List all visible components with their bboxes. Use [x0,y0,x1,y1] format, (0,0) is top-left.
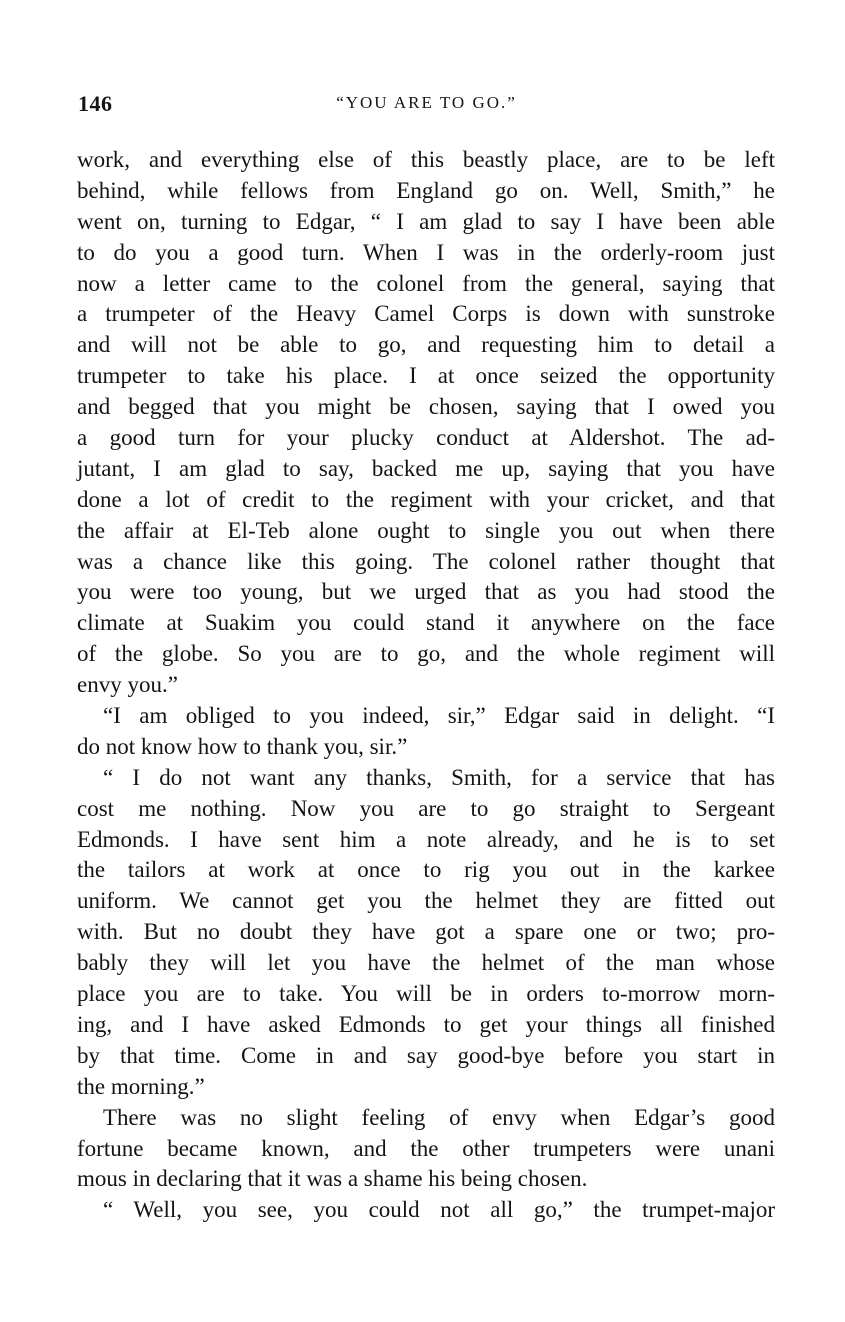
text-line: uniform. We cannot get you the helmet they are fitted out [77,888,775,914]
text-line: cost me nothing. Now you are to go straight to Sergeant [77,795,775,821]
text-line: went on, turning to Edgar, “ I am glad to say I have been able [77,208,775,234]
text-line: behind, while fellows from England go on. Well, Smith,” he [77,177,775,203]
text-line: to do you a good turn. When I was in the orderly-room just [77,239,775,265]
text-line: done a lot of credit to the regiment with your cricket, and that [77,486,775,512]
text-line: by that time. Come in and say good-bye before you start in [77,1042,775,1068]
text-line: “ Well, you see, you could not all go,” the trumpet-major [103,1197,775,1223]
text-line: do not know how to thank you, sir.” [77,733,408,759]
text-line: and will not be able to go, and requesting him to detail a [77,332,775,358]
text-line: of the globe. So you are to go, and the whole regiment will [77,641,775,667]
text-line: now a letter came to the colonel from the general, saying that [77,270,775,296]
text-line: a good turn for your plucky conduct at Aldershot. The ad- [77,425,775,451]
text-line: was a chance like this going. The colonel rather thought that [77,548,775,574]
text-line: climate at Suakim you could stand it anywhere on the face [77,610,775,636]
running-title: “YOU ARE TO GO.” [336,93,517,112]
text-line: Edmonds. I have sent him a note already, and he is to set [77,826,775,852]
page-header [78,91,775,127]
page-number: 146 [78,91,113,116]
body-text [77,145,775,1226]
text-line: There was no slight feeling of envy when Edgar’s good [103,1104,775,1130]
text-line: you were too young, but we urged that as you had stood the [77,579,775,605]
text-line: mous in declaring that it was a shame his being chosen. [77,1166,588,1192]
text-line: place you are to take. You will be in orders to-morrow morn- [77,981,775,1007]
text-line: “I am obliged to you indeed, sir,” Edgar said in delight. “I [103,703,775,729]
text-line: ing, and I have asked Edmonds to get your things all finished [77,1011,775,1037]
text-line: with. But no doubt they have got a spare one or two; pro- [77,919,775,945]
text-line: a trumpeter of the Heavy Camel Corps is down with sunstroke [77,301,775,327]
text-line: trumpeter to take his place. I at once seized the opportunity [77,363,775,389]
text-line: envy you.” [77,672,178,698]
text-line: jutant, I am glad to say, backed me up, saying that you have [77,455,775,481]
text-line: bably they will let you have the helmet of the man whose [77,950,775,976]
text-line: and begged that you might be chosen, saying that I owed you [77,394,775,420]
text-line: “ I do not want any thanks, Smith, for a service that has [103,764,775,790]
text-line: fortune became known, and the other trumpeters were unani [77,1135,775,1161]
text-line: the affair at El-Teb alone ought to single you out when there [77,517,775,543]
text-line: work, and everything else of this beastly place, are to be left [77,147,775,172]
text-line: the morning.” [77,1073,205,1099]
text-line: the tailors at work at once to rig you out in the karkee [77,857,775,883]
